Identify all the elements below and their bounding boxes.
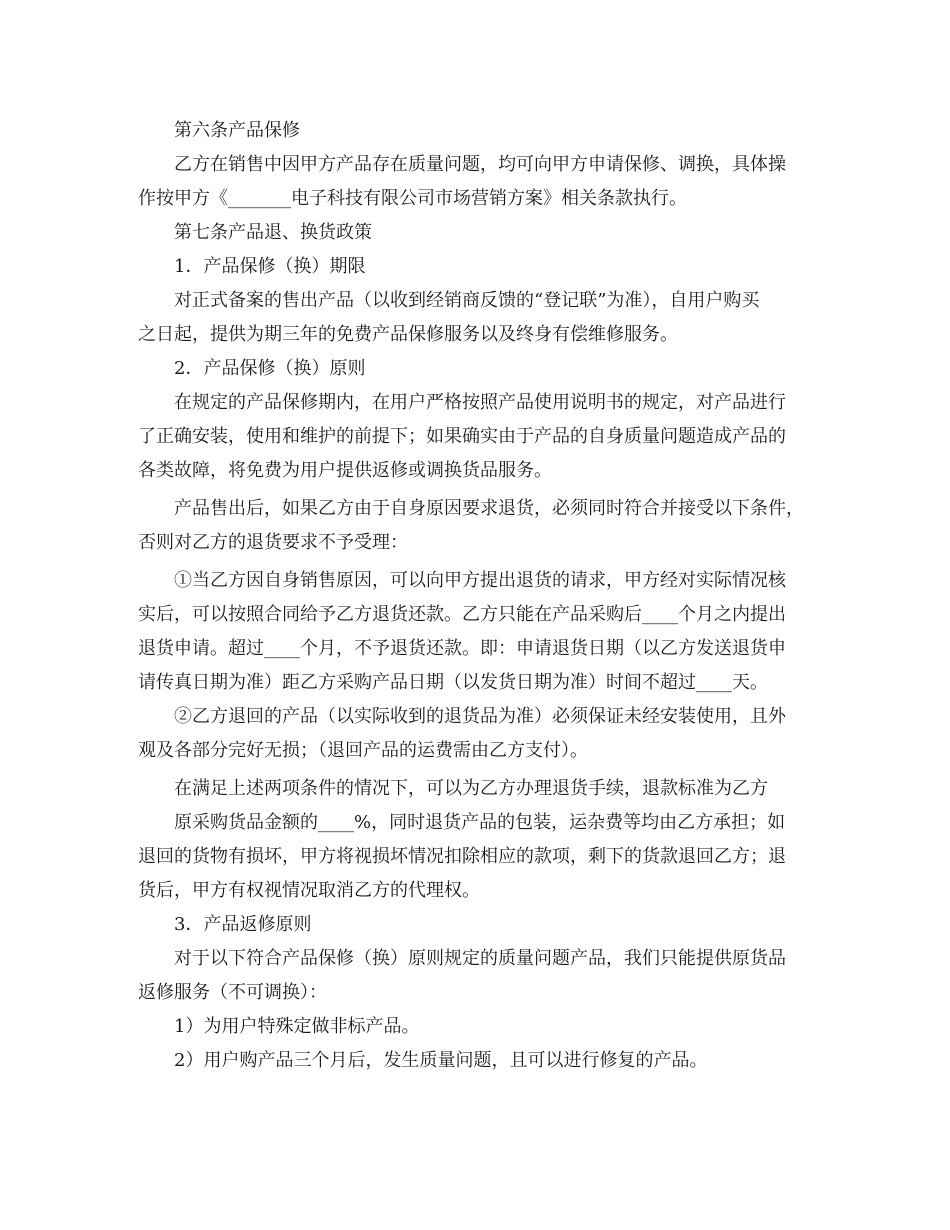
list-item: 2）用户购产品三个月后，发生质量问题，且可以进行修复的产品。	[174, 1050, 708, 1071]
list-item: 1）为用户特殊定做非标产品。	[174, 1016, 420, 1037]
paragraph-line: 在规定的产品保修期内，在用户严格按照产品使用说明书的规定，对产品进行	[174, 392, 786, 413]
paragraph-line: 货后，甲方有权视情况取消乙方的代理权。	[138, 880, 480, 901]
paragraph-line: 之日起，提供为期三年的免费产品保修服务以及终身有偿维修服务。	[138, 324, 678, 345]
paragraph-line: 对正式备案的售出产品（以收到经销商反馈的“登记联”为准），自用户购买	[174, 290, 760, 311]
paragraph-line: 了正确安装，使用和维护的前提下；如果确实由于产品的自身质量问题造成产品的	[138, 426, 786, 447]
paragraph-line: ①当乙方因自身销售原因，可以向甲方提出退货的请求，甲方经对实际情况核	[174, 570, 786, 591]
paragraph-line: 对于以下符合产品保修（换）原则规定的质量问题产品，我们只能提供原货品	[174, 948, 786, 969]
document-body	[138, 114, 828, 1078]
paragraph-line: 退货申请。超过____个月，不予退货还款。即：申请退货日期（以乙方发送退货申	[138, 638, 786, 659]
article-6-heading: 第六条产品保修	[174, 120, 300, 141]
paragraph-line: 乙方在销售中因甲方产品存在质量问题，均可向甲方申请保修、调换，具体操	[174, 154, 786, 175]
section-2-heading: 2．产品保修（换）原则	[174, 358, 366, 379]
paragraph-line: 实后，可以按照合同给予乙方退货还款。乙方只能在产品采购后____个月之内提出	[138, 604, 786, 625]
paragraph-line: 作按甲方《_______电子科技有限公司市场营销方案》相关条款执行。	[138, 188, 687, 209]
paragraph-line: 观及各部分完好无损；（退回产品的运费需由乙方支付）。	[138, 740, 588, 761]
paragraph-line: 请传真日期为准）距乙方采购产品日期（以发货日期为准）时间不超过____天。	[138, 672, 768, 693]
paragraph-line: 在满足上述两项条件的情况下，可以为乙方办理退货手续，退款标准为乙方	[174, 778, 768, 799]
paragraph-line: ②乙方退回的产品（以实际收到的退货品为准）必须保证未经安装使用，且外	[174, 706, 786, 727]
paragraph-line: 返修服务（不可调换）：	[138, 982, 327, 1003]
section-1-heading: 1．产品保修（换）期限	[174, 256, 366, 277]
paragraph-line: 各类故障，将免费为用户提供返修或调换货品服务。	[138, 460, 552, 481]
paragraph-line: 原采购货品金额的____%，同时退货产品的包装，运杂费等均由乙方承担；如	[174, 812, 786, 833]
paragraph-line: 否则对乙方的退货要求不予受理：	[138, 532, 408, 553]
section-3-heading: 3．产品返修原则	[174, 914, 312, 935]
paragraph-line: 退回的货物有损坏，甲方将视损坏情况扣除相应的款项，剩下的货款退回乙方；退	[138, 846, 786, 867]
article-7-heading: 第七条产品退、换货政策	[174, 222, 372, 243]
paragraph-line: 产品售出后，如果乙方由于自身原因要求退货，必须同时符合并接受以下条件，	[174, 498, 804, 519]
